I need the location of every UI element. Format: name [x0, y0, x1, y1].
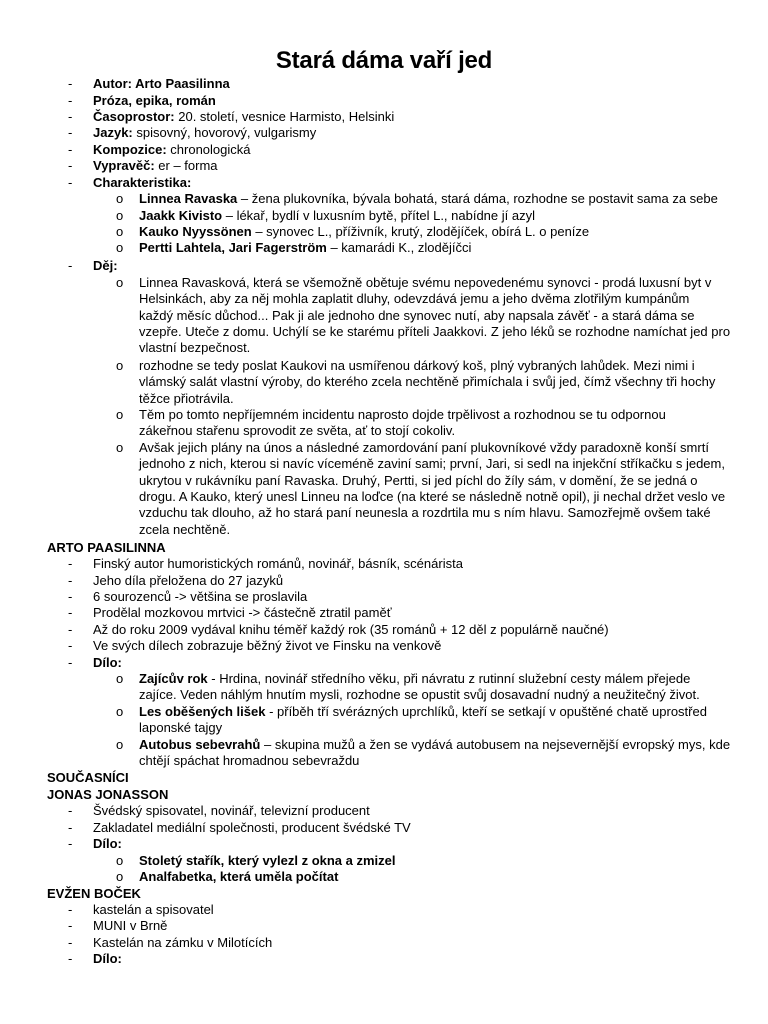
- plot-paragraph-line: [139, 407, 666, 423]
- arto-item-text: Prodělal mozkovou mrtvici -> částečně ztratil paměť: [93, 605, 392, 620]
- arto-item: [93, 556, 463, 572]
- section-heading: [47, 886, 141, 902]
- work-name: Analfabetka, která uměla počítat: [139, 869, 339, 884]
- circle-bullet: o: [116, 671, 124, 686]
- arto-item: [93, 573, 283, 589]
- arto-item-text: 6 sourozenců -> většina se proslavila: [93, 589, 308, 604]
- plot-text: Těm po tomto nepříjemném incidentu naprosto dojde trpělivost a rozhodnou se tu odpornou: [139, 407, 666, 422]
- arto-item-text: Finský autor humoristických románů, novinář, básník, scénárista: [93, 556, 463, 571]
- dash-bullet: -: [68, 175, 73, 190]
- plot-text: ukrytou v rukávníku paní Ravaska. Druhý, Pertti, si jed píchl do žíly sám, v domění, že se jedná o: [139, 472, 698, 488]
- dash-bullet: -: [68, 622, 73, 637]
- dash-bullet: -: [68, 158, 73, 173]
- plot-text: rozhodne se tedy poslat Kaukovi na usmířenou dárkový koš, plný vybraných lahůdek. Mezi nimi i: [139, 358, 695, 373]
- jonas-item: [93, 803, 370, 819]
- work-item: [139, 737, 730, 753]
- plot-paragraph-line: [139, 489, 725, 505]
- plot-paragraph-line: [139, 440, 709, 456]
- head-item: [93, 93, 216, 109]
- head-item: [93, 109, 394, 125]
- jonas-item-text: Švédský spisovatel, novinář, televizní producent: [93, 803, 370, 818]
- plot-text: těžce přiotrávila.: [139, 390, 234, 406]
- plot-text: zákeřnou stařenu sprovodit ze světa, ať to stojí cokoliv.: [139, 423, 456, 439]
- circle-bullet: o: [116, 240, 124, 255]
- head-item-label: Vypravěč:: [93, 158, 155, 173]
- character-desc: – lékař, bydlí v luxusním bytě, přítel L., nabídne jí azyl: [222, 208, 535, 223]
- dash-bullet: -: [68, 918, 73, 933]
- arto-item: [93, 589, 307, 605]
- circle-bullet: o: [116, 869, 124, 884]
- plot-paragraph-line: [139, 456, 725, 472]
- plot-text: drogu. A Kauko, který unesl Linneu na loďce (na které se následně notně opil), ji nechal držet veslo ve: [139, 488, 726, 504]
- plot-label: [93, 258, 118, 274]
- dash-bullet: -: [68, 655, 73, 670]
- head-item-label: Jazyk:: [93, 125, 133, 140]
- dash-bullet: -: [68, 803, 73, 818]
- plot-text: vzepře. Uteče z domu. Uchýlí se ke starému příteli Jaakkovi. Z jeho léků se rozhodne namíchat jed pro: [139, 323, 731, 339]
- plot-text: vlastní bezpečnost.: [139, 340, 251, 356]
- head-item-value: spisovný, hovorový, vulgarismy: [132, 125, 317, 140]
- character-name: Jaakk Kivisto: [139, 208, 223, 223]
- section-heading: [47, 770, 129, 786]
- dash-bullet: -: [68, 125, 73, 140]
- jonas-item-text: Zakladatel mediální společnosti, producent švédské TV: [93, 820, 411, 835]
- plot-text: zcela nechtěně.: [139, 521, 231, 537]
- character-desc: – žena plukovníka, bývala bohatá, stará dáma, rozhodne se postavit sama za sebe: [237, 191, 718, 206]
- dash-bullet: -: [68, 902, 73, 917]
- head-item-value: 20. století, vesnice Harmisto, Helsinki: [174, 109, 395, 124]
- plot-text: jednoho z nich, kterou si navíc víceméně zaviní sami; první, Jari, si sedl na injekční stříkačku s jedem,: [139, 456, 725, 472]
- dash-bullet: -: [68, 836, 73, 851]
- head-item-label: Próza, epika, román: [93, 93, 216, 108]
- work-name: Autobus sebevrahů: [139, 737, 261, 752]
- circle-bullet: o: [116, 853, 124, 868]
- head-item-label: Časoprostor:: [93, 109, 175, 124]
- plot-paragraph-line: [139, 522, 230, 538]
- dash-bullet: -: [68, 820, 73, 835]
- work-item: [139, 704, 707, 720]
- circle-bullet: o: [116, 704, 124, 719]
- work-desc: chtějí spáchat hromadnou sebevraždu: [139, 753, 360, 769]
- character-item: [139, 208, 535, 224]
- head-item-label: Autor: Arto Paasilinna: [93, 76, 230, 91]
- dash-bullet: -: [68, 142, 73, 157]
- evzen-item: [93, 935, 272, 951]
- head-item: [93, 76, 230, 92]
- work-name: Stoletý stařík, který vylezl z okna a zmizel: [139, 853, 396, 868]
- character-name: Pertti Lahtela, Jari Fagerström: [139, 240, 327, 255]
- works-label: [93, 655, 122, 671]
- plot-label-text: Děj:: [93, 258, 118, 273]
- work-desc: laponské tajgy: [139, 720, 223, 736]
- evzen-item-text: MUNI v Brně: [93, 918, 168, 933]
- character-desc: – synovec L., příživník, krutý, zlodějíček, obírá L. o peníze: [251, 224, 590, 239]
- head-item: [93, 175, 191, 191]
- dash-bullet: -: [68, 258, 73, 273]
- section-heading: [47, 540, 166, 556]
- work-item: [139, 853, 396, 869]
- plot-text: vzduchu tak dlouho, až ho stará paní neunesla a rozdrtila mu s ním hlavu. Samozřejmě ovšem také: [139, 505, 711, 521]
- head-item: [93, 142, 251, 158]
- character-item: [139, 224, 589, 240]
- evzen-item-text: kastelán a spisovatel: [93, 902, 214, 917]
- plot-paragraph-line: [139, 358, 695, 374]
- arto-item-text: Až do roku 2009 vydával knihu téměř každý rok (35 románů + 12 děl z populárně naučné): [93, 622, 609, 637]
- heading-text: EVŽEN BOČEK: [47, 886, 141, 901]
- evzen-item: [93, 902, 214, 918]
- works-label: [93, 951, 122, 967]
- heading-text: JONAS JONASSON: [47, 787, 169, 802]
- arto-item-text: Jeho díla přeložena do 27 jazyků: [93, 573, 284, 588]
- dash-bullet: -: [68, 935, 73, 950]
- plot-paragraph-line: [139, 308, 695, 324]
- dash-bullet: -: [68, 109, 73, 124]
- plot-text: Helsinkách, aby za něj mohla zaplatit dluhy, odevzdává jemu a jeho dvěma zlotřilým kumpánům: [139, 291, 690, 307]
- character-name: Linnea Ravaska: [139, 191, 238, 206]
- plot-paragraph-line: [139, 291, 689, 307]
- work-item-line: [139, 687, 700, 703]
- plot-text: každý měsíc důchod... Pak ji ale jednoho dne synovec nutí, aby napsala závěť - a stará dáma se: [139, 307, 695, 323]
- work-name: Zajícův rok: [139, 671, 208, 686]
- works-label-text: Dílo:: [93, 655, 122, 670]
- character-item: [139, 191, 718, 207]
- circle-bullet: o: [116, 737, 124, 752]
- dash-bullet: -: [68, 556, 73, 571]
- heading-text: ARTO PAASILINNA: [47, 540, 166, 555]
- work-item-line: [139, 753, 359, 769]
- circle-bullet: o: [116, 407, 124, 422]
- work-item-line: [139, 720, 222, 736]
- dash-bullet: -: [68, 76, 73, 91]
- plot-text: vlámský salát vlastní výroby, do kterého zcela nechtěně přimíchala i svůj jed, čímž všechny tři hochy: [139, 374, 716, 390]
- evzen-item-text: Kastelán na zámku v Milotících: [93, 935, 273, 950]
- arto-item: [93, 622, 609, 638]
- character-name: Kauko Nyyssönen: [139, 224, 252, 239]
- work-item: [139, 671, 690, 687]
- section-heading: [47, 787, 168, 803]
- circle-bullet: o: [116, 208, 124, 223]
- dash-bullet: -: [68, 573, 73, 588]
- jonas-item: [93, 820, 411, 836]
- plot-paragraph-line: [139, 391, 234, 407]
- work-desc: zajíce. Veden náhlým hnutím mysli, rozhodne se opustit svůj dosavadní nudný a neužitečný život.: [139, 687, 700, 703]
- work-item: [139, 869, 338, 885]
- head-item: [93, 125, 316, 141]
- dash-bullet: -: [68, 589, 73, 604]
- arto-item-text: Ve svých dílech zobrazuje běžný život ve Finsku na venkově: [93, 638, 442, 653]
- dash-bullet: -: [68, 951, 73, 966]
- character-desc: – kamarádi K., zlodějíčci: [326, 240, 472, 255]
- work-name: Les oběšených lišek: [139, 704, 266, 719]
- arto-item: [93, 638, 441, 654]
- plot-paragraph-line: [139, 340, 250, 356]
- head-item-label: Charakteristika:: [93, 175, 192, 190]
- work-desc: - příběh tří svérázných uprchlíků, kteří se setkají v opuštěné chatě uprostřed: [265, 704, 707, 719]
- circle-bullet: o: [116, 224, 124, 239]
- works-label-text: Dílo:: [93, 951, 122, 966]
- plot-paragraph-line: [139, 324, 730, 340]
- plot-text: Linnea Ravasková, která se všemožně obětuje svému nepovedenému synovci - prodá luxusní byt v: [139, 275, 712, 290]
- work-desc: – skupina mužů a žen se vydává autobusem na nejsevernější evropský mys, kde: [260, 737, 731, 752]
- dash-bullet: -: [68, 638, 73, 653]
- work-desc: - Hrdina, novinář středního věku, při návratu z rutinní služební cesty málem přejede: [207, 671, 691, 686]
- plot-paragraph-line: [139, 505, 711, 521]
- dash-bullet: -: [68, 605, 73, 620]
- plot-paragraph-line: [139, 275, 711, 291]
- head-item-label: Kompozice:: [93, 142, 167, 157]
- dash-bullet: -: [68, 93, 73, 108]
- circle-bullet: o: [116, 191, 124, 206]
- heading-text: SOUČASNÍCI: [47, 770, 129, 785]
- document-title: Stará dáma vaří jed: [275, 47, 493, 74]
- plot-paragraph-line: [139, 473, 698, 489]
- circle-bullet: o: [116, 440, 124, 455]
- arto-item: [93, 605, 392, 621]
- head-item-value: er – forma: [154, 158, 218, 173]
- character-item: [139, 240, 471, 256]
- circle-bullet: o: [116, 275, 124, 290]
- evzen-item: [93, 918, 167, 934]
- works-label: [93, 836, 122, 852]
- works-label-text: Dílo:: [93, 836, 122, 851]
- plot-paragraph-line: [139, 374, 715, 390]
- plot-paragraph-line: [139, 423, 455, 439]
- head-item-value: chronologická: [166, 142, 251, 157]
- circle-bullet: o: [116, 358, 124, 373]
- plot-text: Avšak jejich plány na únos a následné zamordování paní plukovníkové vždy paradoxně konší smrtí: [139, 440, 709, 455]
- head-item: [93, 158, 218, 174]
